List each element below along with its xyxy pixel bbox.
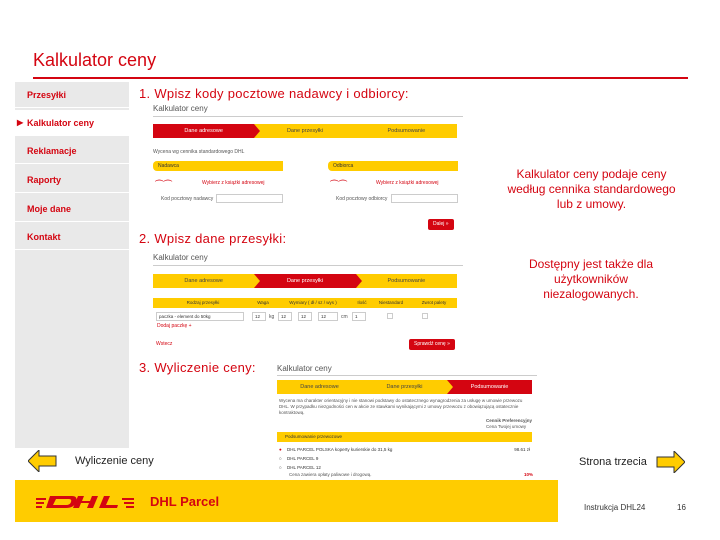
progress-step-adresowe: Dane adresowe bbox=[153, 274, 254, 288]
footer-note: Cena zawiera opłaty paliwowe i drogową. bbox=[289, 472, 372, 477]
wysokosc-input[interactable] bbox=[318, 312, 338, 321]
cennik-preferencyjny: Cennik Preferencyjny bbox=[486, 418, 533, 423]
progress-step-przesylki: Dane przesyłki bbox=[362, 380, 447, 394]
col-zwrot: Zwrot palety bbox=[421, 300, 447, 305]
dalej-button[interactable]: Dalej » bbox=[428, 219, 454, 230]
kg-unit: kg bbox=[269, 314, 275, 320]
sidebar-item-moje-dane[interactable] bbox=[15, 196, 129, 222]
progress-step-przesylki: Dane przesyłki bbox=[254, 274, 355, 288]
kod-odbiorcy-input[interactable] bbox=[391, 194, 458, 203]
progress-step-podsumowanie: Podsumowanie bbox=[447, 380, 532, 394]
sidebar-item-label: Kontakt bbox=[27, 232, 61, 242]
progress-step-przesylki: Dane przesyłki bbox=[254, 124, 355, 138]
arrow-right-icon[interactable] bbox=[655, 451, 685, 473]
sidebar-item-label: Raporty bbox=[27, 175, 62, 185]
dhl-logo bbox=[36, 491, 136, 513]
service-name: DHL PARCEL POLSKA koperty kurierskie do 31,5 kg bbox=[287, 447, 393, 452]
next-page-label[interactable]: Strona trzecia bbox=[579, 456, 647, 468]
callout-1: Kalkulator ceny podaje ceny według cennika standardowego lub z umowy. bbox=[507, 167, 676, 211]
address-book-icon[interactable]: ⏜⏜ bbox=[155, 180, 173, 190]
title-divider bbox=[33, 77, 688, 79]
wysokosc-value: 12 bbox=[321, 314, 327, 319]
rodzaj-value: paczka - element do 50kg bbox=[159, 314, 211, 319]
ilosc-value: 1 bbox=[355, 314, 358, 319]
kod-nadawcy-input[interactable] bbox=[216, 194, 283, 203]
slide-title: Kalkulator ceny bbox=[33, 50, 157, 70]
disclaimer-text: Wycena ma charakter orientacyjny i nie stanowi podstawy do ostatecznego wynagrodzenia za usługę w umowie przewozu DHL. W przypadku niezgodności cen w akcie ze stawkami wynikającymi z umowy przewozu z obowiązującą ostatecznie kontraktową. bbox=[279, 398, 523, 415]
sidebar-item-label: Reklamacje bbox=[27, 146, 77, 156]
col-rodzaj: Rodzaj przesyłki bbox=[186, 300, 220, 305]
brand-name: DHL Parcel bbox=[150, 494, 220, 509]
progress-bar bbox=[277, 380, 532, 394]
footer-info-box bbox=[558, 480, 705, 522]
rodzaj-select[interactable] bbox=[156, 312, 244, 321]
progress-step-podsumowanie: Podsumowanie bbox=[356, 274, 457, 288]
document-name: Instrukcja DHL24 bbox=[584, 503, 646, 512]
dalej-label: Dalej bbox=[433, 221, 445, 227]
cennik-text: Wycena wg cennika standardowego DHL bbox=[153, 149, 245, 155]
progress-bar bbox=[153, 124, 457, 138]
wybierz-link[interactable]: Wybierz z książki adresowej bbox=[376, 180, 439, 186]
active-arrow-icon: ▶ bbox=[17, 118, 24, 127]
col-waga: Waga bbox=[257, 300, 269, 305]
dlugosc-input[interactable] bbox=[278, 312, 292, 321]
kalkulator-label: Kalkulator ceny bbox=[153, 104, 208, 113]
service-name: DHL PARCEL 12 bbox=[287, 465, 321, 470]
dlugosc-value: 12 bbox=[281, 314, 287, 319]
szerokosc-value: 12 bbox=[301, 314, 307, 319]
progress-bar bbox=[153, 274, 457, 288]
col-wymiary: Wymiary ( dł / sz / wys ) bbox=[289, 300, 337, 305]
wstecz-link[interactable]: Wstecz bbox=[156, 341, 173, 347]
kalkulator-label: Kalkulator ceny bbox=[153, 253, 208, 262]
sidebar-item-reklamacje[interactable] bbox=[15, 138, 129, 164]
waga-value: 12 bbox=[255, 314, 261, 319]
sidebar-nav bbox=[15, 82, 129, 448]
odbiorca-header: Odbiorca bbox=[328, 161, 458, 171]
niestandard-checkbox[interactable] bbox=[387, 313, 393, 319]
radio-icon[interactable]: ○ bbox=[279, 456, 282, 461]
address-book-icon[interactable]: ⏜⏜ bbox=[330, 180, 348, 190]
ilosc-input[interactable] bbox=[352, 312, 366, 321]
nadawca-header: Nadawca bbox=[153, 161, 283, 171]
step-1-heading: 1. Wpisz kody pocztowe nadawcy i odbiorcy: bbox=[139, 86, 409, 101]
service-price: 98.61 zł bbox=[514, 447, 530, 452]
kod-nadawcy-label: Kod pocztowy nadawcy bbox=[161, 196, 214, 202]
progress-step-adresowe: Dane adresowe bbox=[277, 380, 362, 394]
summary-table-header bbox=[277, 432, 532, 442]
sidebar-item-kontakt[interactable] bbox=[15, 224, 129, 250]
progress-step-podsumowanie: Podsumowanie bbox=[356, 124, 457, 138]
wybierz-link[interactable]: Wybierz z książki adresowej bbox=[202, 180, 265, 186]
dodaj-paczke-link[interactable]: Dodaj paczkę + bbox=[157, 323, 192, 329]
step-3-heading: 3. Wyliczenie ceny: bbox=[139, 360, 256, 375]
summary-header-label: Podsumowanie przewozowe bbox=[285, 434, 343, 439]
sidebar-item-raporty[interactable] bbox=[15, 167, 129, 193]
col-ilosc: Ilość bbox=[357, 300, 367, 305]
page-number: 16 bbox=[677, 503, 686, 512]
sidebar-item-kalkulator[interactable] bbox=[15, 110, 129, 136]
sidebar-item-przesylki[interactable] bbox=[15, 82, 129, 108]
kalkulator-label: Kalkulator ceny bbox=[277, 364, 332, 373]
prev-page-label[interactable]: Wyliczenie ceny bbox=[75, 455, 154, 467]
zwrot-checkbox[interactable] bbox=[422, 313, 428, 319]
callout-2: Dostępny jest także dla użytkowników niezalogowanych. bbox=[528, 257, 654, 301]
cm-unit: cm bbox=[341, 314, 348, 320]
cena-umowy: Cena Twojej umowy bbox=[486, 424, 527, 429]
service-name: DHL PARCEL 9 bbox=[287, 456, 319, 461]
discount-value: 10% bbox=[524, 472, 534, 477]
waga-input[interactable] bbox=[252, 312, 266, 321]
parcel-table-header bbox=[153, 298, 457, 308]
sprawdz-cene-button[interactable]: Sprawdź cenę » bbox=[409, 339, 455, 350]
divider bbox=[153, 116, 463, 117]
radio-icon[interactable]: ○ bbox=[279, 465, 282, 470]
szerokosc-input[interactable] bbox=[298, 312, 312, 321]
sidebar-item-label: Przesyłki bbox=[27, 90, 67, 100]
radio-icon[interactable]: ● bbox=[279, 447, 282, 452]
step-2-heading: 2. Wpisz dane przesyłki: bbox=[139, 231, 287, 246]
col-niestandard: Niestandard bbox=[378, 300, 404, 305]
divider bbox=[153, 265, 463, 266]
sidebar-item-label: Kalkulator ceny bbox=[27, 118, 95, 128]
sidebar-item-label: Moje dane bbox=[27, 204, 72, 214]
arrow-left-icon[interactable] bbox=[28, 450, 58, 472]
progress-step-adresowe: Dane adresowe bbox=[153, 124, 254, 138]
divider bbox=[277, 375, 537, 376]
sprawdz-label: Sprawdź cenę bbox=[414, 341, 446, 347]
kod-odbiorcy-label: Kod pocztowy odbiorcy bbox=[336, 196, 388, 202]
